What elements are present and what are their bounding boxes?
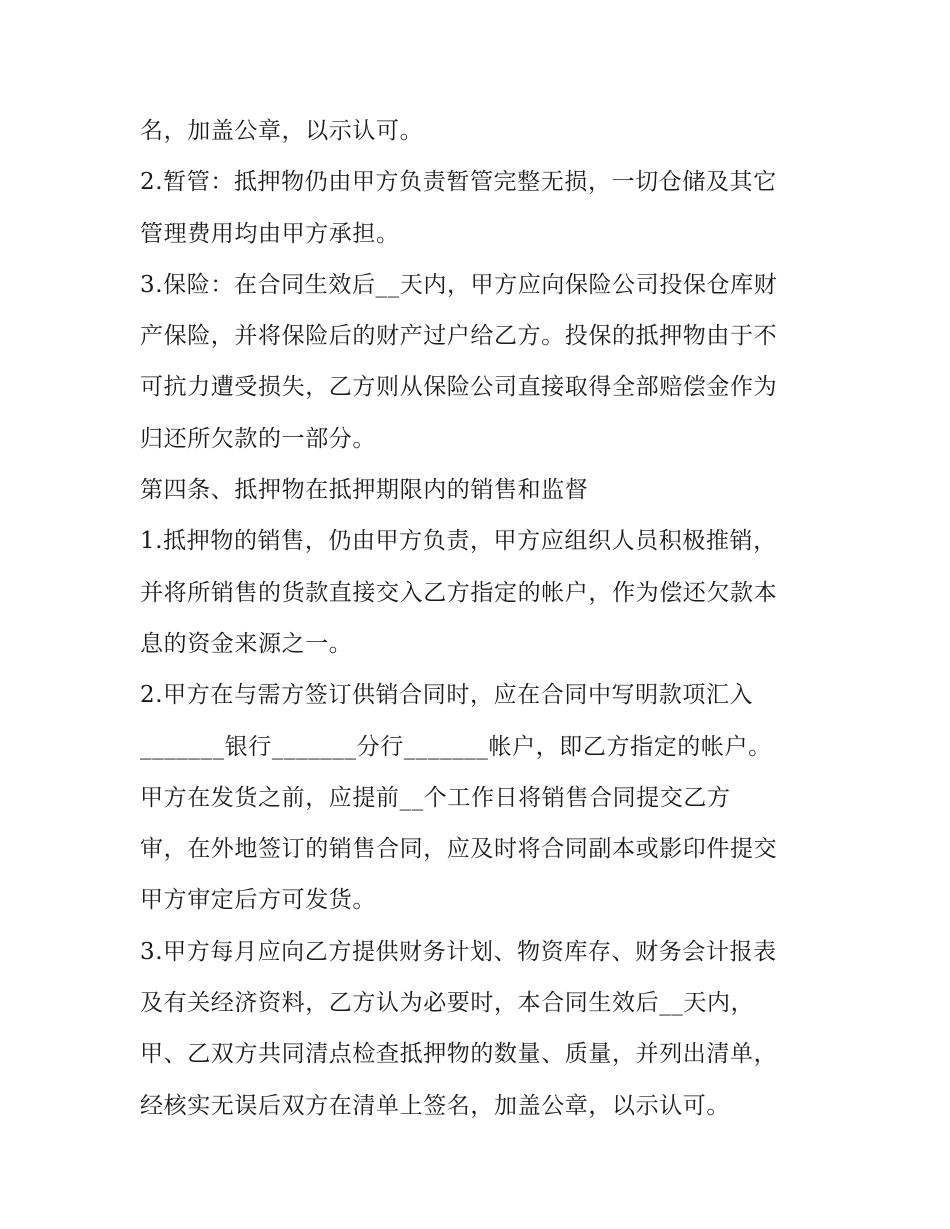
text-line: 及有关经济资料，乙方认为必要时，本合同生效后__天内， <box>140 990 755 1017</box>
text-line: 2.甲方在与需方签订供销合同时，应在合同中写明款项汇入 <box>140 682 754 709</box>
text-line: 甲方在发货之前，应提前__个工作日将销售合同提交乙方 <box>140 784 731 811</box>
contract-body-text <box>140 106 830 1132</box>
text-line: 产保险，并将保险后的财产过户给乙方。投保的抵押物由于不 <box>140 323 778 350</box>
text-line: 经核实无误后双方在清单上签名，加盖公章，以示认可。 <box>140 1092 730 1119</box>
text-line: 2.暂管：抵押物仍由甲方负责暂管完整无损，一切仓储及其它 <box>140 169 777 196</box>
text-line: 归还所欠款的一部分。 <box>140 425 376 452</box>
text-line: 甲、乙双方共同清点检查抵押物的数量、质量，并列出清单， <box>140 1041 778 1068</box>
section-heading: 第四条、抵押物在抵押期限内的销售和监督 <box>140 477 589 504</box>
text-line: 1.抵押物的销售，仍由甲方负责，甲方应组织人员积极推销， <box>140 528 777 555</box>
text-line: _______银行_______分行_______帐户，即乙方指定的帐户。 <box>140 733 772 760</box>
text-line: 息的资金来源之一。 <box>140 630 353 657</box>
text-line: 管理费用均由甲方承担。 <box>140 220 400 247</box>
text-line: 并将所销售的货款直接交入乙方指定的帐户，作为偿还欠款本 <box>140 579 778 606</box>
text-line: 3.保险：在合同生效后__天内，甲方应向保险公司投保仓库财 <box>140 271 778 298</box>
text-line: 可抗力遭受损失，乙方则从保险公司直接取得全部赔偿金作为 <box>140 374 778 401</box>
text-line: 甲方审定后方可发货。 <box>140 887 376 914</box>
text-line: 名，加盖公章，以示认可。 <box>140 118 424 144</box>
text-line: 3.甲方每月应向乙方提供财务计划、物资库存、财务会计报表 <box>140 938 777 965</box>
text-line: 审，在外地签订的销售合同，应及时将合同副本或影印件提交 <box>140 836 778 863</box>
